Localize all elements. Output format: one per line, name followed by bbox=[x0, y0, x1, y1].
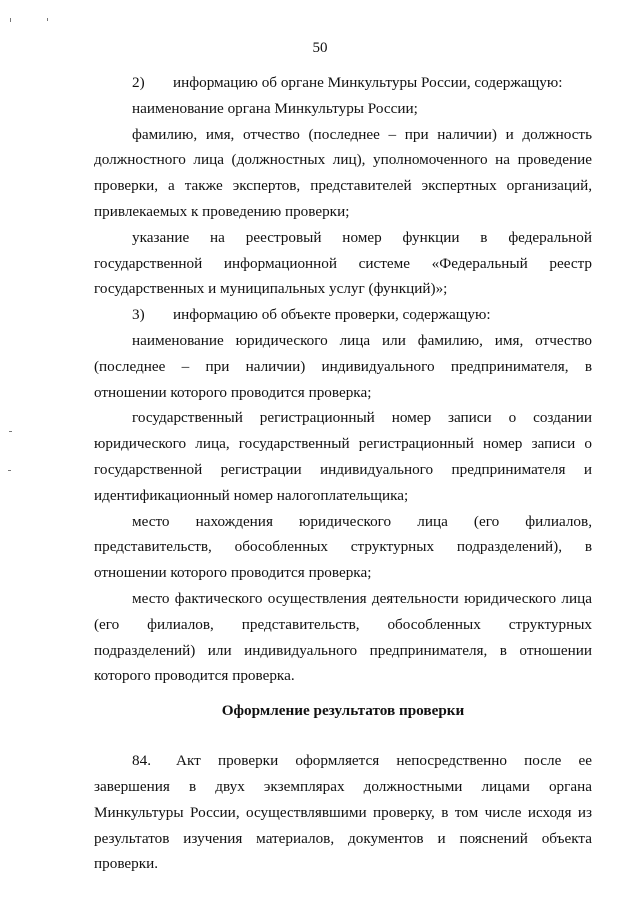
point-marker: 84. bbox=[132, 752, 151, 770]
paragraph-item-3 bbox=[94, 302, 592, 328]
scan-artifact bbox=[9, 431, 12, 432]
page-number: 50 bbox=[312, 40, 328, 56]
item-marker: 2) bbox=[132, 74, 145, 91]
scan-artifact bbox=[10, 18, 11, 22]
section-heading: Оформление результатов проверки bbox=[221, 702, 465, 720]
paragraph-point-84 bbox=[94, 748, 592, 877]
item-marker: 3) bbox=[132, 306, 145, 324]
document-body bbox=[94, 70, 592, 877]
paragraph: фамилию, имя, отчество (последнее – при наличии) и должность должностного лица (должностных лиц), уполномоченного на проведение проверки, а также экспертов, представителей экспертных организаций, привлекаемых к проведению проверки; bbox=[94, 125, 592, 220]
paragraph-text: информацию об объекте проверки, содержащую: bbox=[173, 306, 491, 324]
paragraph: указание на реестровый номер функции в федеральной государственной информационной системе «Федеральный реестр государственных и муниципальных услуг (функций)»; bbox=[94, 228, 592, 298]
scan-artifact bbox=[47, 18, 48, 21]
paragraph: наименование органа Минкультуры России; bbox=[132, 99, 418, 117]
paragraph-text: Акт проверки оформляется непосредственно после ее завершения в двух экземплярах должностными лицами органа Минкультуры России, осуществлявшими проверку, в том числе исходя из результатов изучения материалов, документов и пояснений объекта проверки. bbox=[94, 752, 592, 873]
paragraph: наименование юридического лица или фамилию, имя, отчество (последнее – при наличии) индивидуального предпринимателя, в отношении которого проводится проверка; bbox=[94, 331, 592, 401]
paragraph: место нахождения юридического лица (его филиалов, представительств, обособленных структурных подразделений), в отношении которого проводится проверка; bbox=[94, 512, 592, 582]
scan-artifact bbox=[8, 470, 11, 471]
paragraph-item-2 bbox=[94, 70, 592, 96]
paragraph: место фактического осуществления деятельности юридического лица (его филиалов, представительств, обособленных структурных подразделений) или индивидуального предпринимателя, в отношении которого проводится проверка. bbox=[94, 589, 592, 685]
paragraph: государственный регистрационный номер записи о создании юридического лица, государственный регистрационный номер записи о государственной регистрации индивидуального предпринимателя и идентификационный номер налогоплательщика; bbox=[94, 409, 592, 504]
paragraph-text: информацию об органе Минкультуры России, содержащую: bbox=[173, 74, 563, 91]
